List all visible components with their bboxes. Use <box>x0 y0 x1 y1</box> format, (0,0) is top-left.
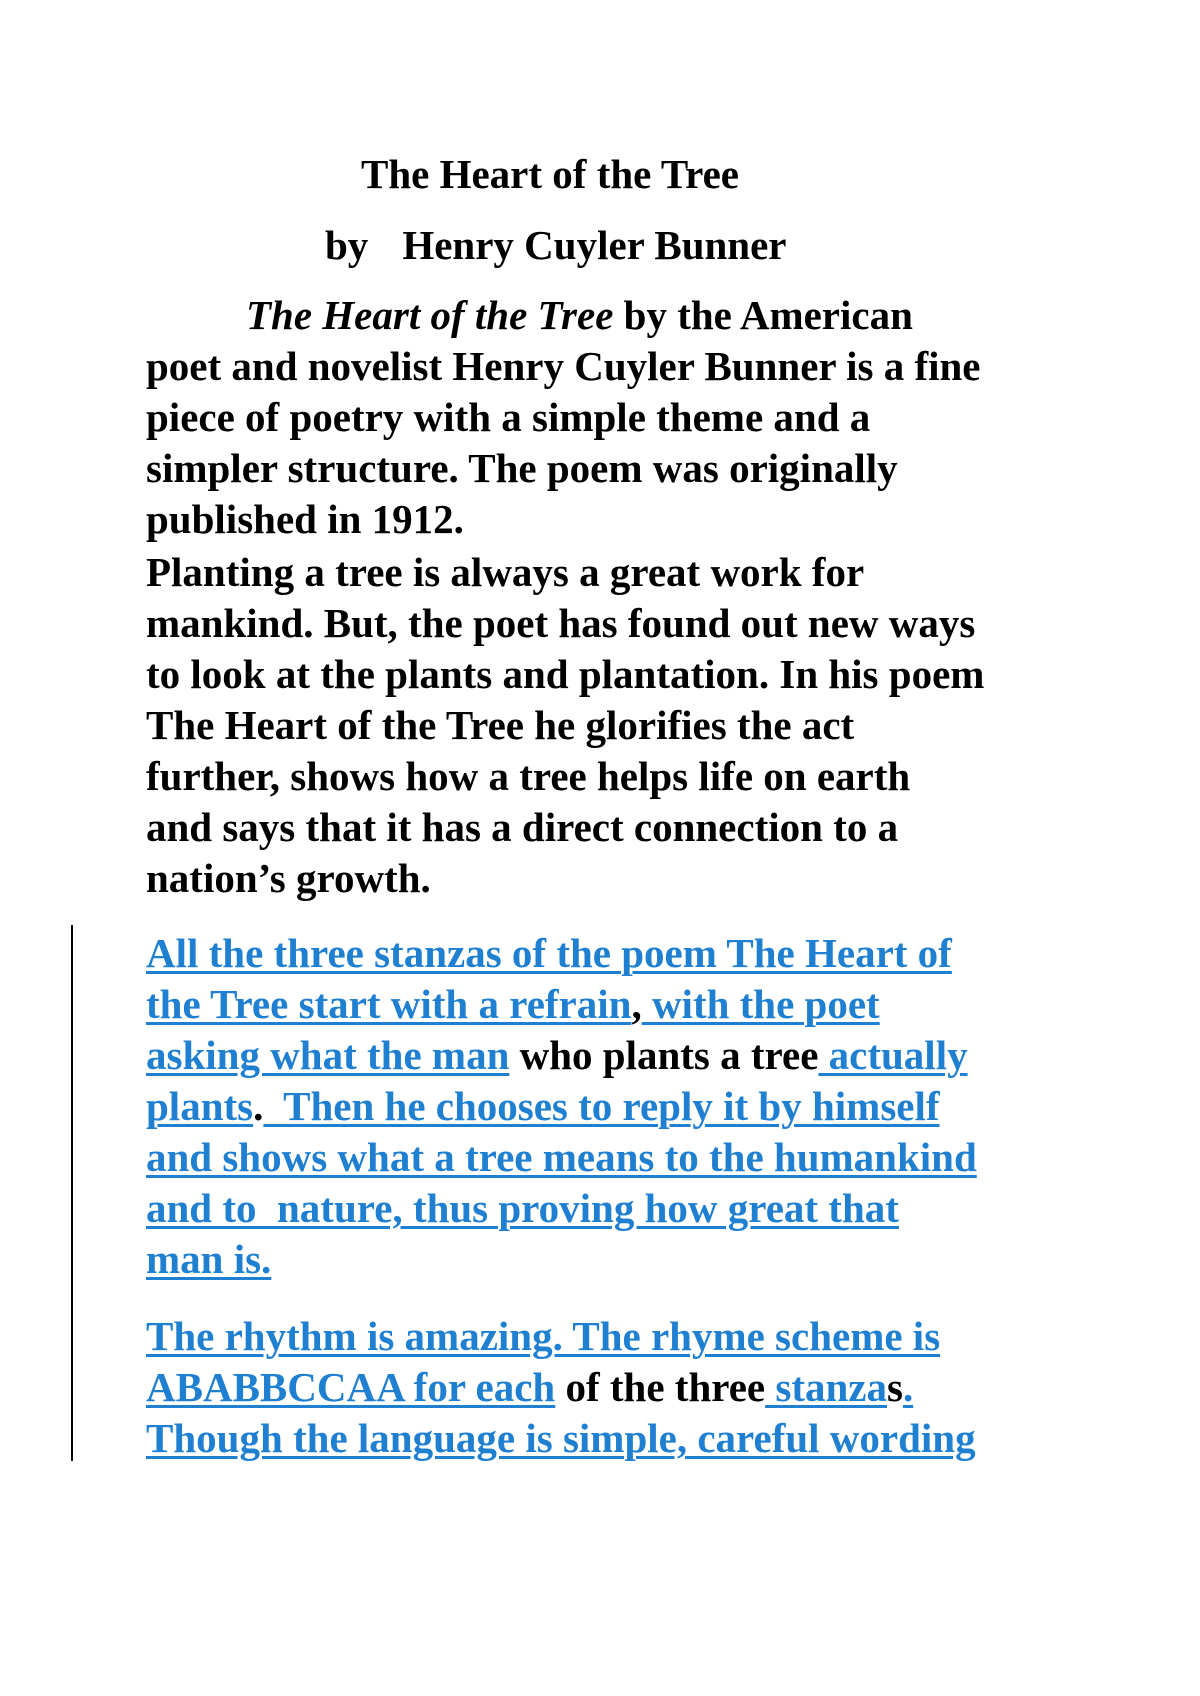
revision-insertion: plants <box>146 1083 254 1129</box>
stanzas-line: the Tree start with a refrain, with the poet <box>146 981 880 1027</box>
intro-line: poet and novelist Henry Cuyler Bunner is a fine <box>146 343 981 389</box>
planting-line: nation’s growth. <box>146 855 431 901</box>
intro-line: simpler structure. The poem was originally <box>146 445 898 491</box>
planting-line: further, shows how a tree helps life on earth <box>146 753 911 799</box>
byline-by: by <box>325 222 369 268</box>
revision-insertion: All the three stanzas of the poem The Heart of <box>146 930 952 976</box>
revision-insertion: and to nature, thus proving how great that <box>146 1185 899 1231</box>
revision-insertion: stanza <box>765 1364 887 1410</box>
intro-line: published in 1912. <box>146 496 464 542</box>
revision-insertion: The rhythm is amazing. The rhyme scheme is <box>146 1313 941 1359</box>
stanzas-line: asking what the man who plants a tree actually <box>146 1032 968 1078</box>
byline-author: Henry Cuyler Bunner <box>402 222 787 268</box>
intro-line: piece of poetry with a simple theme and a <box>146 394 871 440</box>
stanzas-line: plants. Then he chooses to reply it by himself <box>146 1083 940 1129</box>
revision-change-bar <box>71 925 73 1461</box>
revision-insertion: and shows what a tree means to the humankind <box>146 1134 977 1180</box>
planting-line: The Heart of the Tree he glorifies the act <box>146 702 855 748</box>
stanzas-line <box>146 1183 1146 1234</box>
planting-line: to look at the plants and plantation. In his poem <box>146 651 985 697</box>
planting-line: Planting a tree is always a great work for <box>146 549 865 595</box>
document-title: The Heart of the Tree <box>361 151 740 197</box>
planting-line: and says that it has a direct connection to a <box>146 804 899 850</box>
rhythm-paragraph <box>146 1311 1146 1464</box>
planting-paragraph <box>146 547 1146 904</box>
revision-insertion: Then he chooses to reply it by himself <box>263 1083 940 1129</box>
stanzas-paragraph <box>146 928 1146 1285</box>
revision-insertion: with the poet <box>641 981 880 1027</box>
revision-insertion: actually <box>818 1032 968 1078</box>
poem-title-italic: The Heart of the Tree <box>246 292 614 338</box>
intro-paragraph <box>146 290 1146 545</box>
byline <box>325 221 787 269</box>
revision-insertion: ABABBCCAA for each <box>146 1364 556 1410</box>
stanzas-line <box>146 1132 1146 1183</box>
stanzas-line <box>146 928 1146 979</box>
rhythm-line <box>146 1413 1146 1464</box>
rhythm-line: ABABBCCAA for each of the three stanzas. <box>146 1364 914 1410</box>
rhythm-line <box>146 1311 1146 1362</box>
revision-insertion: Though the language is simple, careful wording <box>146 1415 976 1461</box>
revision-insertion: man is. <box>146 1236 272 1282</box>
revision-insertion: asking what the man <box>146 1032 510 1078</box>
intro-line: The Heart of the Tree by the American <box>246 292 913 338</box>
planting-line: mankind. But, the poet has found out new ways <box>146 600 976 646</box>
stanzas-line <box>146 1234 1146 1285</box>
revision-insertion: the Tree start with a refrain <box>146 981 632 1027</box>
revision-insertion: . <box>902 1364 914 1410</box>
